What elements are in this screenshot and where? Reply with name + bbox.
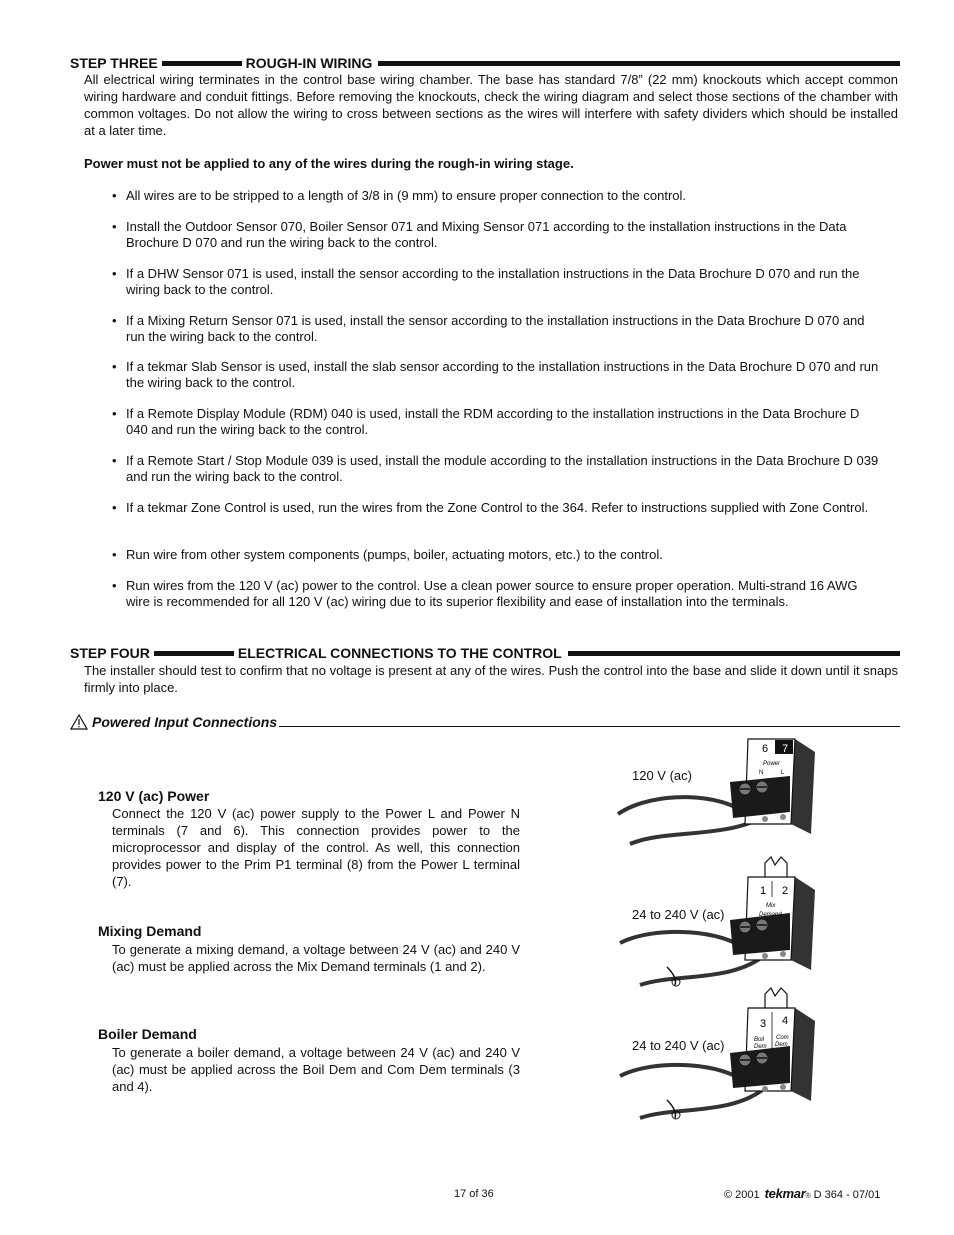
terminal-label: Dem (754, 1044, 767, 1050)
section-body-boiler: To generate a boiler demand, a voltage between 24 V (ac) and 240 V (ac) must be applied across the Boil Dem and Com Dem terminals (3 and 4). (112, 1045, 520, 1094)
terminal-number: 4 (782, 1015, 789, 1027)
heading-bar (162, 61, 242, 66)
bullet-icon: • (112, 359, 117, 374)
page-number: 17 of 36 (454, 1188, 494, 1200)
power-terminal-diagram (615, 734, 815, 869)
boiler-demand-terminal-diagram (615, 986, 815, 1136)
power-warning: Power must not be applied to any of the wires during the rough-in wiring stage. (84, 156, 574, 171)
terminal-sublabel: N (759, 770, 764, 776)
step-three-heading (70, 54, 900, 72)
bullet-icon: • (112, 406, 117, 421)
copyright: © 2001 (724, 1189, 760, 1201)
terminal-sublabel: L (781, 770, 785, 776)
terminal-number: 3 (760, 1018, 767, 1030)
step-four-title: ELECTRICAL CONNECTIONS TO THE CONTROL (237, 645, 562, 661)
step-four-intro: The installer should test to confirm that no voltage is present at any of the wires. Push the control into the base and slide it down until it snaps firmly into place. (84, 663, 898, 695)
bullet-icon: • (112, 219, 117, 234)
voltage-label: 24 to 240 V (ac) (632, 907, 725, 922)
terminal-label: Demand (759, 912, 782, 918)
heading-bar-end (568, 651, 900, 656)
section-title-power: 120 V (ac) Power (98, 788, 210, 804)
step-four-label: STEP FOUR (70, 645, 150, 661)
bullet-icon: • (112, 266, 117, 281)
bullet-icon: • (112, 313, 117, 328)
section-body-power: Connect the 120 V (ac) power supply to the Power L and Power N terminals (7 and 6). This connection provides power to the microprocessor and display of the control. As well, this connection provides power to the Prim P1 terminal (8) from the Power L terminal (7). (112, 806, 520, 889)
step-four-heading (70, 644, 900, 662)
document-id: D 364 - 07/01 (813, 1189, 881, 1201)
voltage-label: 24 to 240 V (ac) (632, 1038, 725, 1053)
powered-input-title: Powered Input Connections (92, 714, 278, 730)
heading-rule (279, 726, 900, 727)
section-body-mixing: To generate a mixing demand, a voltage between 24 V (ac) and 240 V (ac) must be applied across the Mix Demand terminals (1 and 2). (112, 942, 520, 974)
voltage-label: 120 V (ac) (632, 768, 692, 783)
heading-bar (154, 651, 234, 656)
terminal-label: Boil (754, 1037, 765, 1043)
terminal-number: 6 (762, 743, 769, 755)
terminal-label: Power (763, 761, 781, 767)
powered-input-heading (70, 710, 900, 730)
mix-demand-terminal-diagram (615, 855, 815, 1005)
terminal-number: 1 (760, 885, 767, 897)
registered-mark: ® (805, 1193, 811, 1200)
section-title-boiler: Boiler Demand (98, 1026, 197, 1042)
terminal-number: 7 (782, 743, 789, 755)
step-three-intro: All electrical wiring terminates in the control base wiring chamber. The base has standard 7/8” (22 mm) knockouts which accept common wiring hardware and conduit fittings. Before removing the knockouts, check the wiring diagram and select those sections of the chamber with common voltages. Do not allow the wiring to cross between sections as the wires will interfere with safety dividers which should be installed at a later time. (84, 72, 898, 138)
footer-brand-line (724, 1186, 880, 1201)
step-three-title: ROUGH-IN WIRING (245, 55, 373, 71)
step-three-label: STEP THREE (70, 55, 158, 71)
bullet-icon: • (112, 547, 117, 562)
bullet-icon: • (112, 578, 117, 593)
terminal-label: Mix (766, 903, 776, 909)
bullet-icon: • (112, 188, 117, 203)
heading-bar-end (378, 61, 900, 66)
section-title-mixing: Mixing Demand (98, 923, 202, 939)
bullet-icon: • (112, 453, 117, 468)
bullet-icon: • (112, 500, 117, 515)
terminal-label: Com (776, 1035, 789, 1041)
warning-triangle-icon (70, 714, 88, 730)
terminal-label: Dem (775, 1042, 788, 1048)
brand-logo: tekmar (764, 1186, 806, 1201)
terminal-number: 2 (782, 885, 789, 897)
